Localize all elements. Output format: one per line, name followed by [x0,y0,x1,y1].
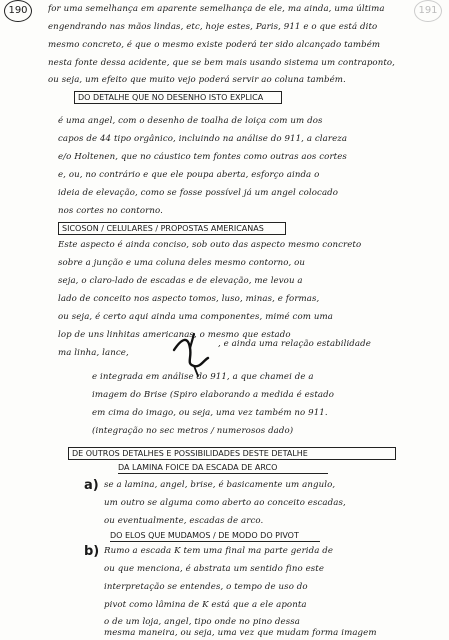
text-line: seja, o claro-lado de escadas e de elevação, me levou a [58,276,303,286]
text-line: nesta fonte dessa acidente, que se bem mais usando sistema um contraponto, [48,58,395,68]
text-line: é uma angel, com o desenho de toalha de loiça com um dos [58,116,323,126]
text-line: interpretação se entendes, o tempo de uso do [104,582,308,592]
text-line: , e ainda uma relação estabilidade [218,339,371,349]
section-heading: DO DETALHE QUE NO DESENHO ISTO EXPLICA [74,91,282,104]
text-line: lado de conceito nos aspecto tomos, luso, minas, e formas, [58,294,320,304]
text-line: mesma maneira, ou seja, uma vez que mudam forma imagem [104,628,377,638]
text-line: engendrando nas mãos lindas, etc, hoje estes, Paris, 911 e o que está dito [48,22,378,32]
text-line: Rumo a escada K tem uma final ma parte gerida de [104,546,334,556]
text-line: Este aspecto é ainda conciso, sob outo das aspecto mesmo concreto [58,240,362,250]
text-line: pivot como lâmina de K está que a ele aponta [104,600,307,610]
text-line: ou que menciona, é abstrata um sentido fino este [104,564,325,574]
text-line: (integração no sec metros / numerosos dado) [92,426,294,436]
text-line: imagem do Brise (Spiro elaborando a medida é estado [92,390,334,400]
text-line: e, ou, no contrário e que ele poupa aberta, esforço ainda o [58,170,320,180]
item-b-marker: b) [84,544,100,559]
page-number-left: 190 [4,0,32,22]
text-line: se a lamina, angel, brise, é basicamente um angulo, [104,480,336,490]
text-line: nos cortes no contorno. [58,206,163,216]
sub-heading: DO ELOS QUE MUDAMOS / DE MODO DO PIVOT [110,531,320,542]
text-line: e integrada em análise do 911, a que chamei de a [92,372,314,382]
text-line: ou seja, é certo aqui ainda uma componentes, mimé com uma [58,312,333,322]
text-line: capos de 44 tipo orgânico, incluindo na análise do 911, a clareza [58,134,348,144]
text-line: mesmo concreto, é que o mesmo existe poderá ter sido alcançado também [48,40,381,50]
text-line: em cima do imago, ou seja, uma vez também no 911. [92,408,328,418]
text-line: ma linha, lance, [58,348,129,358]
text-line: ideia de elevação, como se fosse possível já um angel colocado [58,188,339,198]
page-number-right: 191 [414,0,442,22]
text-line: ou seja, um efeito que muito vejo poderá servir ao coluna também. [48,75,346,85]
text-line: ou eventualmente, escadas de arco. [104,516,264,526]
item-a-marker: a) [84,478,99,493]
text-line: um outro se alguma como aberto ao conceito escadas, [104,498,346,508]
text-line: o de um loja, angel, tipo onde no pino dessa [104,617,300,627]
text-line: lop de uns linhitas americanas, o mesmo que estado [58,330,291,340]
text-line: for uma semelhança em aparente semelhança de ele, ma ainda, uma última [48,4,385,14]
section-heading: DE OUTROS DETALHES E POSSIBILIDADES DESTE DETALHE [68,447,396,460]
section-heading: SICOSON / CELULARES / PROPOSTAS AMERICANAS [58,222,286,235]
text-line: sobre a junção e uma coluna deles mesmo contorno, ou [58,258,306,268]
text-line: e/o Holtenen, que no cáustico tem fontes como outras aos cortes [58,152,347,162]
sub-heading: DA LAMINA FOICE DA ESCADA DE ARCO [118,463,328,474]
